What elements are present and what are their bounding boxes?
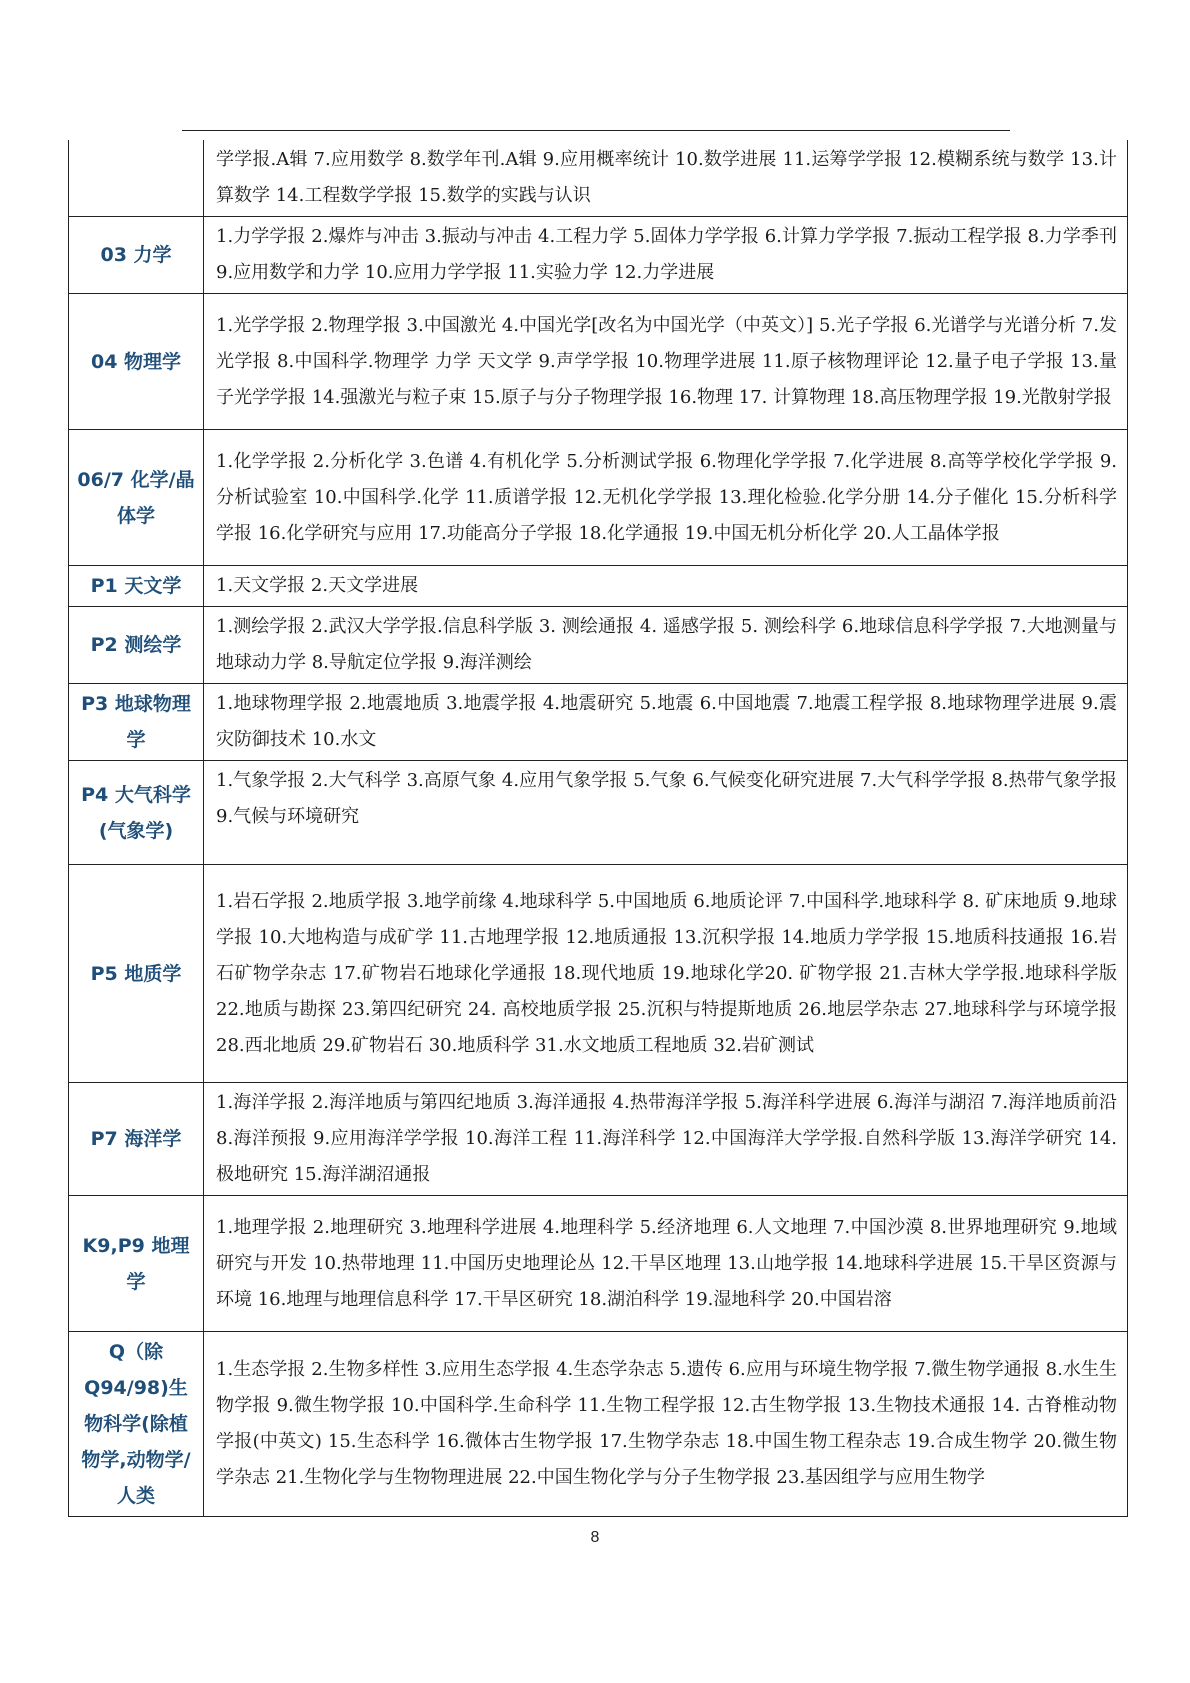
category-cell: 04 物理学 bbox=[69, 294, 204, 430]
journal-list-cell: 1.生态学报 2.生物多样性 3.应用生态学报 4.生态学杂志 5.遗传 6.应用与环境生物学报 7.微生物学通报 8.水生生物学报 9.微生物学报 10.中国科学.生命科学 11.生物工程学报 12.古生物学报 13.生物技术通报 14. 古脊椎动物学报(中英文) 15.生态科学 16.微体古生物学报 17.生物学杂志 18.中国生物工程杂志 19.合成生物学 20.微生物学杂志 21.生物化学与生物物理进展 22.中国生物化学与分子生物学报 23.基因组学与应用生物学 bbox=[204, 1332, 1128, 1517]
table-row bbox=[69, 684, 1128, 761]
journal-list-cell: 1.海洋学报 2.海洋地质与第四纪地质 3.海洋通报 4.热带海洋学报 5.海洋科学进展 6.海洋与湖沼 7.海洋地质前沿 8.海洋预报 9.应用海洋学学报 10.海洋工程 11.海洋科学 12.中国海洋大学学报.自然科学版 13.海洋学研究 14.极地研究 15.海洋湖沼通报 bbox=[204, 1083, 1128, 1196]
table-row bbox=[69, 430, 1128, 566]
table-row bbox=[69, 761, 1128, 865]
journal-list-cell: 1.天文学报 2.天文学进展 bbox=[204, 566, 1128, 607]
table-row bbox=[69, 1332, 1128, 1517]
table-row bbox=[69, 566, 1128, 607]
table-row bbox=[69, 294, 1128, 430]
category-cell: P2 测绘学 bbox=[69, 607, 204, 684]
category-cell: 03 力学 bbox=[69, 217, 204, 294]
table-row bbox=[69, 140, 1128, 217]
table-row bbox=[69, 1196, 1128, 1332]
category-cell: P5 地质学 bbox=[69, 865, 204, 1083]
header-rule bbox=[182, 130, 1010, 131]
category-cell: P4 大气科学(气象学) bbox=[69, 761, 204, 865]
category-cell: P7 海洋学 bbox=[69, 1083, 204, 1196]
journal-list-cell: 1.光学学报 2.物理学报 3.中国激光 4.中国光学[改名为中国光学（中英文）] 5.光子学报 6.光谱学与光谱分析 7.发光学报 8.中国科学.物理学 力学 天文学 9.声学学报 10.物理学进展 11.原子核物理评论 12.量子电子学报 13.量子光学学报 14.强激光与粒子束 15.原子与分子物理学报 16.物理 17. 计算物理 18.高压物理学报 19.光散射学报 bbox=[204, 294, 1128, 430]
journal-table bbox=[68, 140, 1128, 1517]
category-cell: Q（除Q94/98)生物科学(除植物学,动物学/人类 bbox=[69, 1332, 204, 1517]
table-row bbox=[69, 607, 1128, 684]
category-cell bbox=[69, 140, 204, 217]
category-cell: 06/7 化学/晶体学 bbox=[69, 430, 204, 566]
journal-list-cell: 1.测绘学报 2.武汉大学学报.信息科学版 3. 测绘通报 4. 遥感学报 5. 测绘科学 6.地球信息科学学报 7.大地测量与地球动力学 8.导航定位学报 9.海洋测绘 bbox=[204, 607, 1128, 684]
journal-list-cell: 1.岩石学报 2.地质学报 3.地学前缘 4.地球科学 5.中国地质 6.地质论评 7.中国科学.地球科学 8. 矿床地质 9.地球学报 10.大地构造与成矿学 11.古地理学报 12.地质通报 13.沉积学报 14.地质力学学报 15.地质科技通报 16.岩石矿物学杂志 17.矿物岩石地球化学通报 18.现代地质 19.地球化学20. 矿物学报 21.吉林大学学报.地球科学版 22.地质与勘探 23.第四纪研究 24. 高校地质学报 25.沉积与特提斯地质 26.地层学杂志 27.地球科学与环境学报 28.西北地质 29.矿物岩石 30.地质科学 31.水文地质工程地质 32.岩矿测试 bbox=[204, 865, 1128, 1083]
journal-list-cell: 1.气象学报 2.大气科学 3.高原气象 4.应用气象学报 5.气象 6.气候变化研究进展 7.大气科学学报 8.热带气象学报 9.气候与环境研究 bbox=[204, 761, 1128, 865]
category-cell: P1 天文学 bbox=[69, 566, 204, 607]
journal-list-cell: 1.地理学报 2.地理研究 3.地理科学进展 4.地理科学 5.经济地理 6.人文地理 7.中国沙漠 8.世界地理研究 9.地域研究与开发 10.热带地理 11.中国历史地理论丛 12.干旱区地理 13.山地学报 14.地球科学进展 15.干旱区资源与环境 16.地理与地理信息科学 17.干旱区研究 18.湖泊科学 19.湿地科学 20.中国岩溶 bbox=[204, 1196, 1128, 1332]
journal-list-cell: 1.化学学报 2.分析化学 3.色谱 4.有机化学 5.分析测试学报 6.物理化学学报 7.化学进展 8.高等学校化学学报 9.分析试验室 10.中国科学.化学 11.质谱学报 12.无机化学学报 13.理化检验.化学分册 14.分子催化 15.分析科学学报 16.化学研究与应用 17.功能高分子学报 18.化学通报 19.中国无机分析化学 20.人工晶体学报 bbox=[204, 430, 1128, 566]
category-cell: P3 地球物理学 bbox=[69, 684, 204, 761]
table-row bbox=[69, 1083, 1128, 1196]
page-number: 8 bbox=[590, 1529, 600, 1546]
journal-list-cell: 1.力学学报 2.爆炸与冲击 3.振动与冲击 4.工程力学 5.固体力学学报 6.计算力学学报 7.振动工程学报 8.力学季刊 9.应用数学和力学 10.应用力学学报 11.实验力学 12.力学进展 bbox=[204, 217, 1128, 294]
journal-list-cell: 1.地球物理学报 2.地震地质 3.地震学报 4.地震研究 5.地震 6.中国地震 7.地震工程学报 8.地球物理学进展 9.震灾防御技术 10.水文 bbox=[204, 684, 1128, 761]
category-cell: K9,P9 地理学 bbox=[69, 1196, 204, 1332]
journal-list-cell: 学学报.A辑 7.应用数学 8.数学年刊.A辑 9.应用概率统计 10.数学进展 11.运筹学学报 12.模糊系统与数学 13.计算数学 14.工程数学学报 15.数学的实践与认识 bbox=[204, 140, 1128, 217]
table-row bbox=[69, 865, 1128, 1083]
table-row bbox=[69, 217, 1128, 294]
